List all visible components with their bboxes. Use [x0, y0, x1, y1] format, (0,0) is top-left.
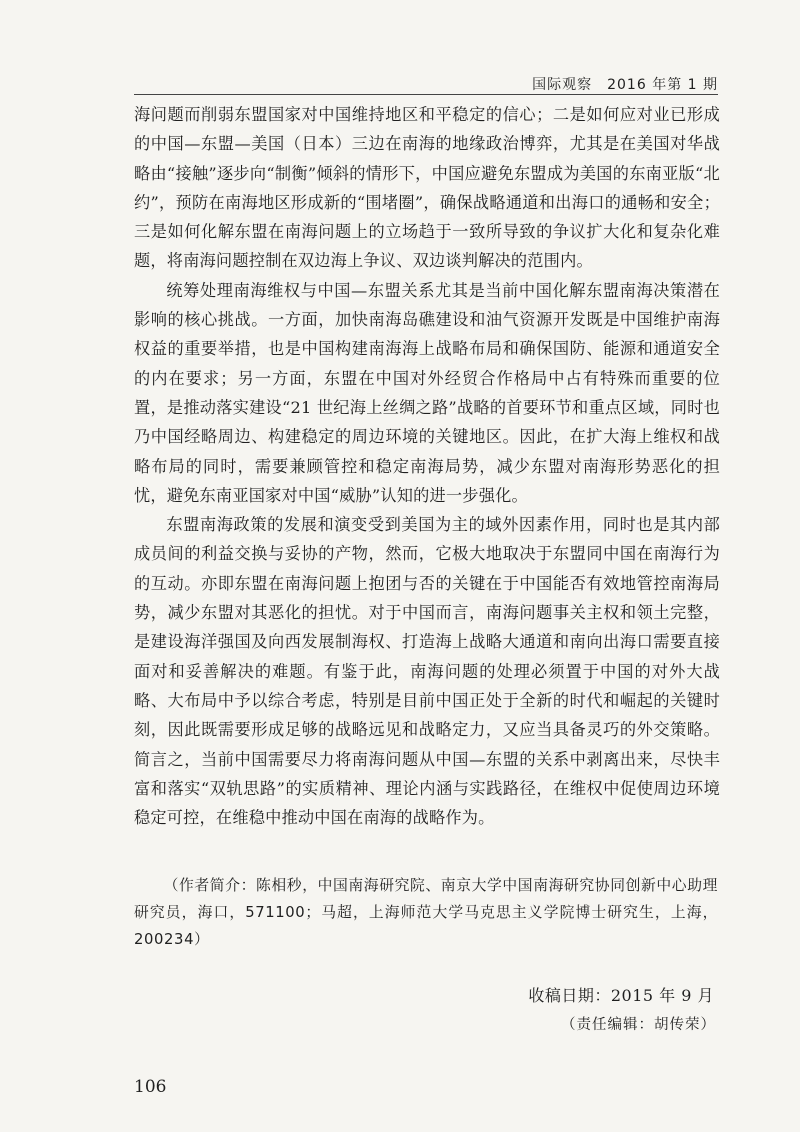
author-bio: （作者简介：陈相秒，中国南海研究院、南京大学中国南海研究协同创新中心助理研究员，海口，571100；马超，上海师范大学马克思主义学院博士研究生，上海，200234）: [134, 877, 718, 948]
paragraph: 统筹处理南海维权与中国—东盟关系尤其是当前中国化解东盟南海决策潜在影响的核心挑战。一方面，加快南海岛礁建设和油气资源开发既是中国维护南海权益的重要举措，也是中国构建南海海上战略布局和确保国防、能源和通道安全的内在要求；另一方面，东盟在中国对外经贸合作格局中占有特殊而重要的位置，是推动落实建设“21 世纪海上丝绸之路”战略的首要环节和重点区域，同时也乃中国经略周边、构建稳定的周边环境的关键地区。因此，在扩大海上维权和战略布局的同时，需要兼顾管控和稳定南海局势，减少东盟对南海形势恶化的担忧，避免东南亚国家对中国“威胁”认知的进一步强化。: [134, 280, 720, 505]
running-head: 国际观察 2016 年第 1 期: [532, 77, 718, 93]
page-header: [134, 72, 718, 95]
page-number: 106: [134, 1077, 167, 1097]
article-body: [134, 100, 720, 832]
paragraph-continuation: 海问题而削弱东盟国家对中国维持地区和平稳定的信心；二是如何应对业已形成的中国—东盟—美国（日本）三边在南海的地缘政治博弈，尤其是在美国对华战略由“接触”逐步向“制衡”倾斜的情形下，中国应避免东盟成为美国的东南亚版“北约”，预防在南海地区形成新的“围堵圈”，确保战略通道和出海口的通畅和安全；三是如何化解东盟在南海问题上的立场趋于一致所导致的争议扩大化和复杂化难题，将南海问题控制在双边海上争议、双边谈判解决的范围内。: [134, 105, 720, 271]
responsible-editor: （责任编辑：胡传荣）: [561, 1017, 716, 1033]
received-date: 收稿日期：2015 年 9 月: [528, 986, 714, 1005]
paragraph: 东盟南海政策的发展和演变受到美国为主的域外因素作用，同时也是其内部成员间的利益交换与妥协的产物，然而，它极大地取决于东盟同中国在南海行为的互动。亦即东盟在南海问题上抱团与否的关键在于中国能否有效地管控南海局势，减少东盟对其恶化的担忧。对于中国而言，南海问题事关主权和领土完整，是建设海洋强国及向西发展制海权、打造海上战略大通道和南向出海口需要直接面对和妥善解决的难题。有鉴于此，南海问题的处理必须置于中国的对外大战略、大布局中予以综合考虑，特别是目前中国正处于全新的时代和崛起的关键时刻，因此既需要形成足够的战略远见和战略定力，又应当具备灵巧的外交策略。简言之，当前中国需要尽力将南海问题从中国—东盟的关系中剥离出来，尽快丰富和落实“双轨思路”的实质精神、理论内涵与实践路径，在维权中促使周边环境稳定可控，在维稳中推动中国在南海的战略作为。: [134, 515, 720, 828]
